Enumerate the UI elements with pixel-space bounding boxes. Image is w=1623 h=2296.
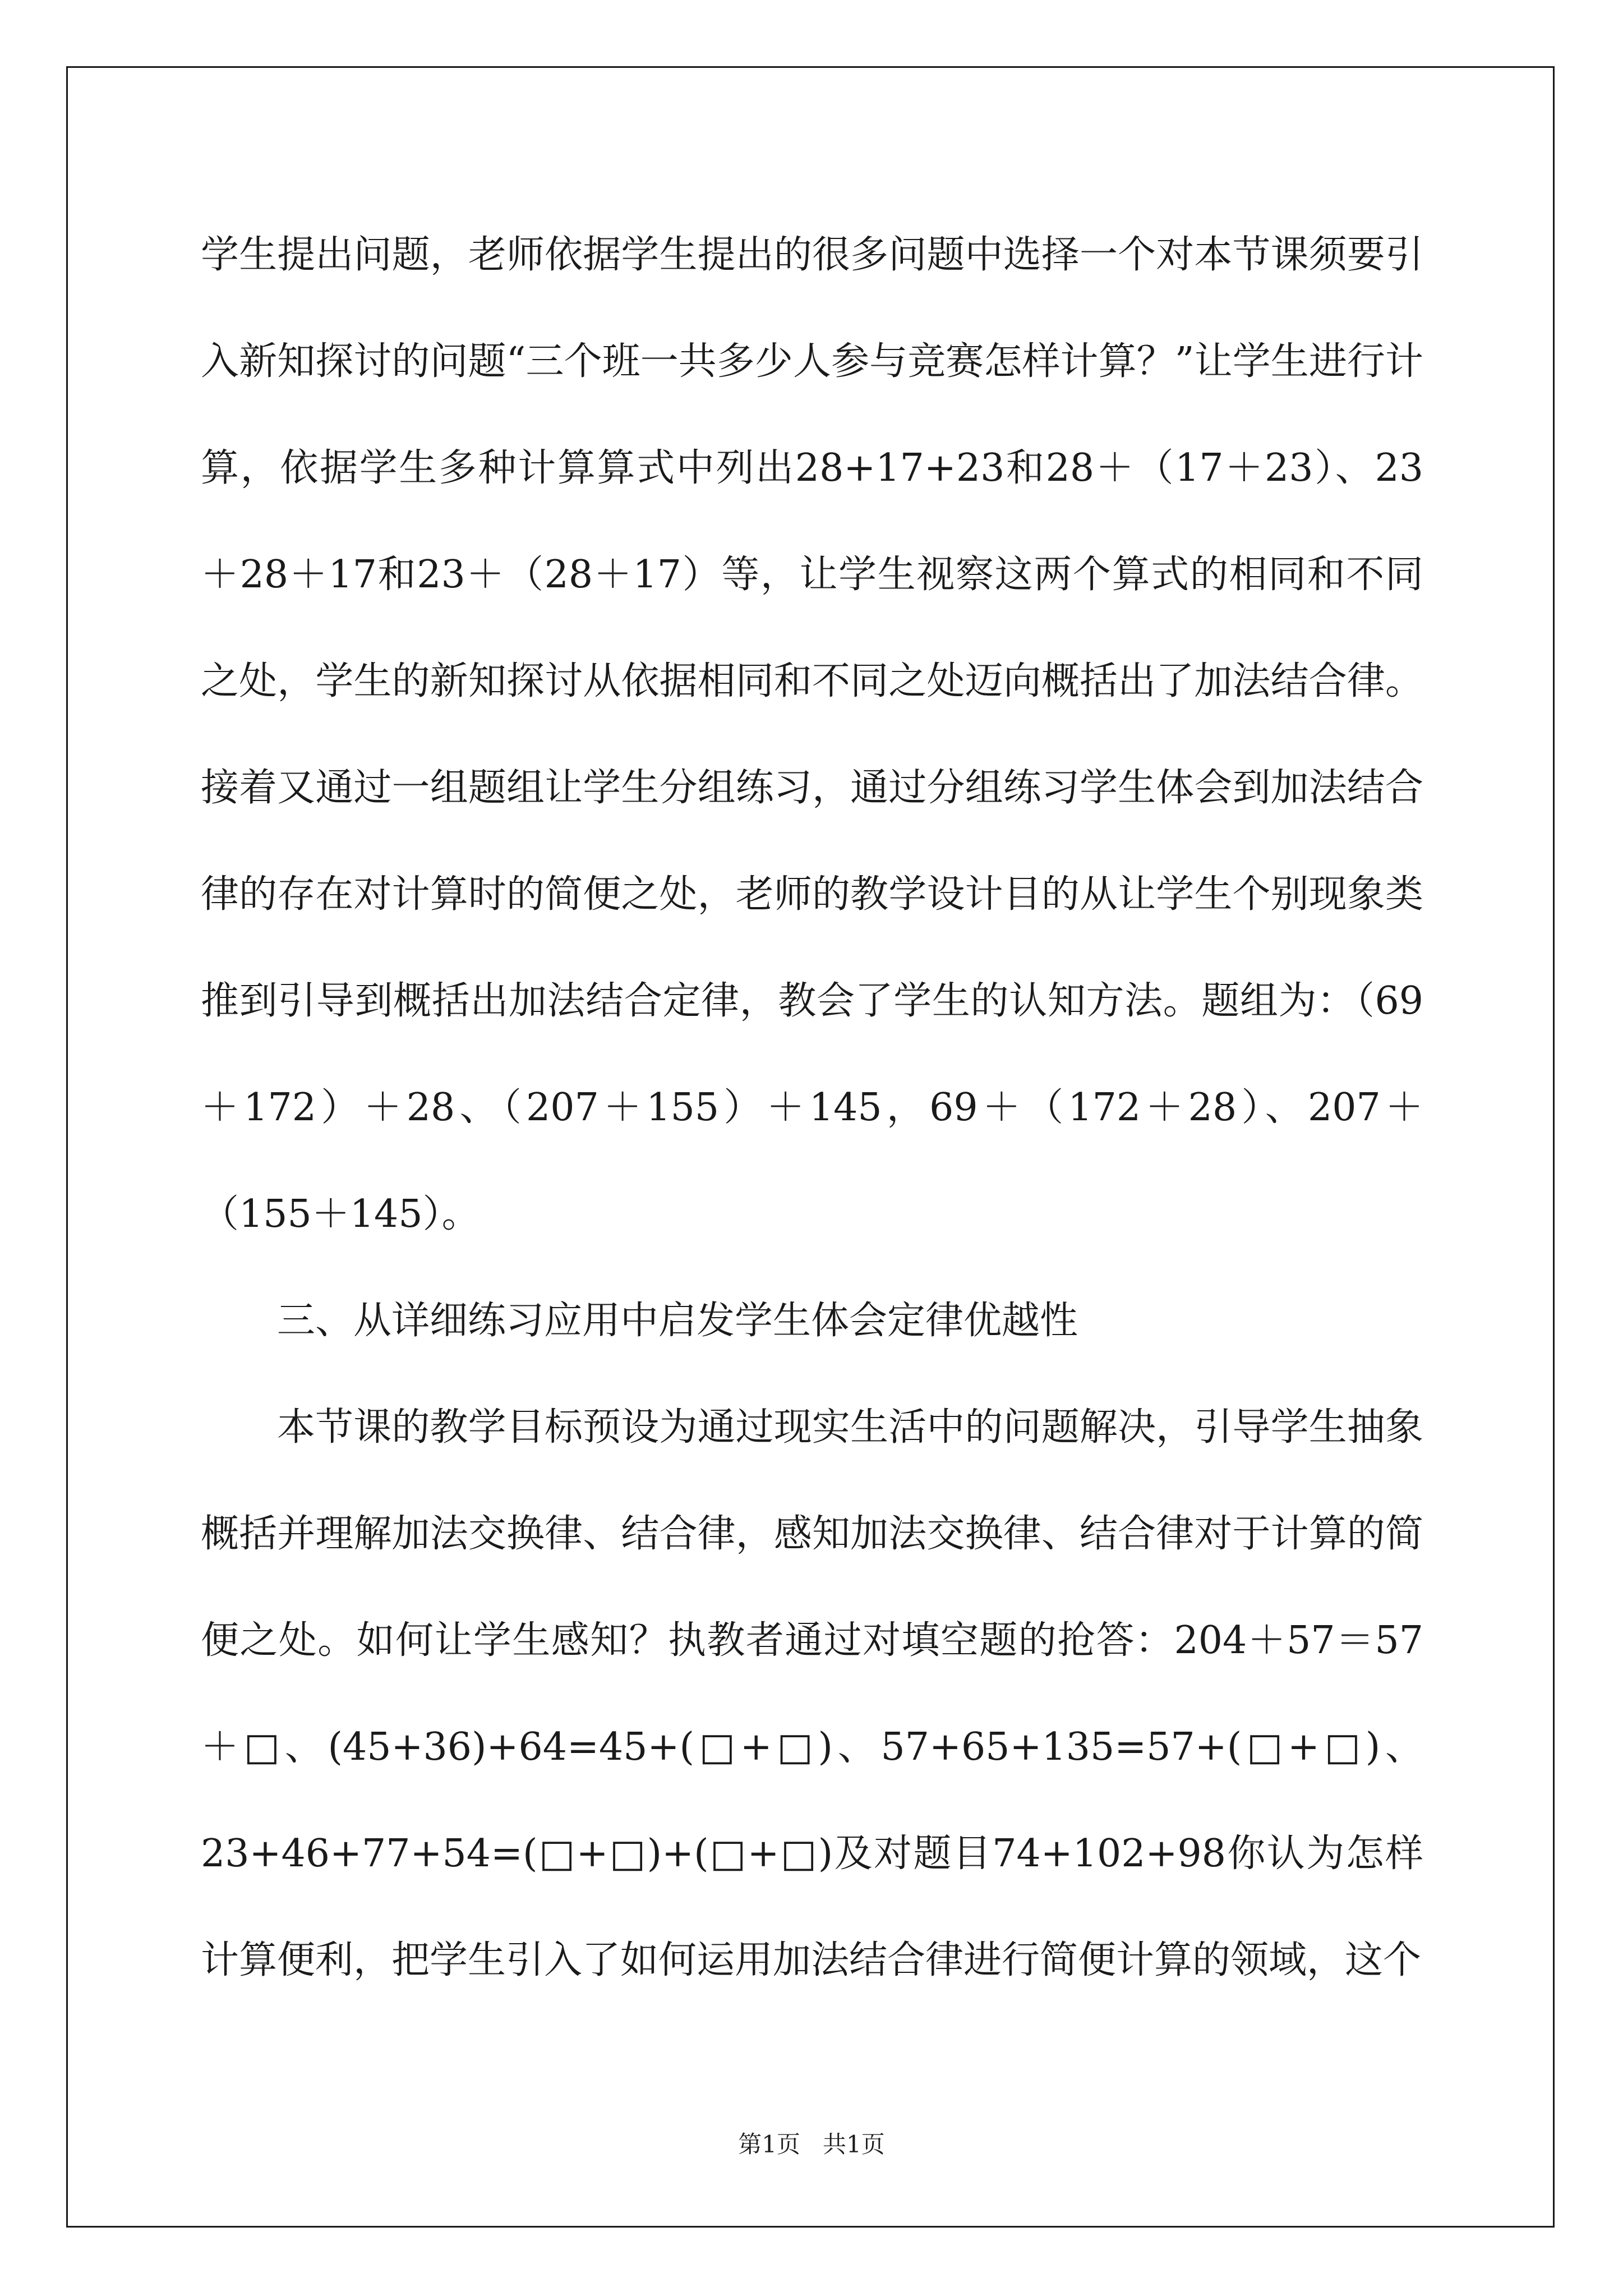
page-total: 共1页 (823, 2131, 885, 2158)
paragraph: 本节课的教学目标预设为通过现实生活中的问题解决，引导学生抽象概括并理解加法交换律、结合律，感知加法交换律、结合律对于计算的简便之处。如何让学生感知？执教者通过对填空题的抢答：204＋57＝57＋□、(45+36)+64=45+(□+□)、57+65+135=57+(□+□)、23+46+77+54=(□+□)+(□+□)及对题目74+102+98你认为怎样计算便利，把学生引入了如何运用加法结合律进行简便计算的领域，这个 (201, 1405, 1423, 1982)
document-body (201, 202, 1423, 2014)
section-heading: 三、从详细练习应用中启发学生体会定律优越性 (277, 1299, 1078, 1343)
page-footer (0, 2126, 1623, 2160)
page-number: 第1页 (738, 2131, 800, 2158)
paragraph: 学生提出问题，老师依据学生提出的很多问题中选择一个对本节课须要引入新知探讨的问题“三个班一共多少人参与竞赛怎样计算？”让学生进行计算，依据学生多种计算算式中列出28+17+23和28＋（17＋23）、23＋28＋17和23＋（28＋17）等，让学生视察这两个算式的相同和不同之处，学生的新知探讨从依据相同和不同之处迈向概括出了加法结合律。接着又通过一组题组让学生分组练习，通过分组练习学生体会到加法结合律的存在对计算时的简便之处，老师的教学设计目的从让学生个别现象类推到引导到概括出加法结合定律，教会了学生的认知方法。题组为：（69＋172）＋28、（207＋155）＋145，69＋（172＋28）、207＋（155＋145）。 (201, 233, 1423, 1236)
